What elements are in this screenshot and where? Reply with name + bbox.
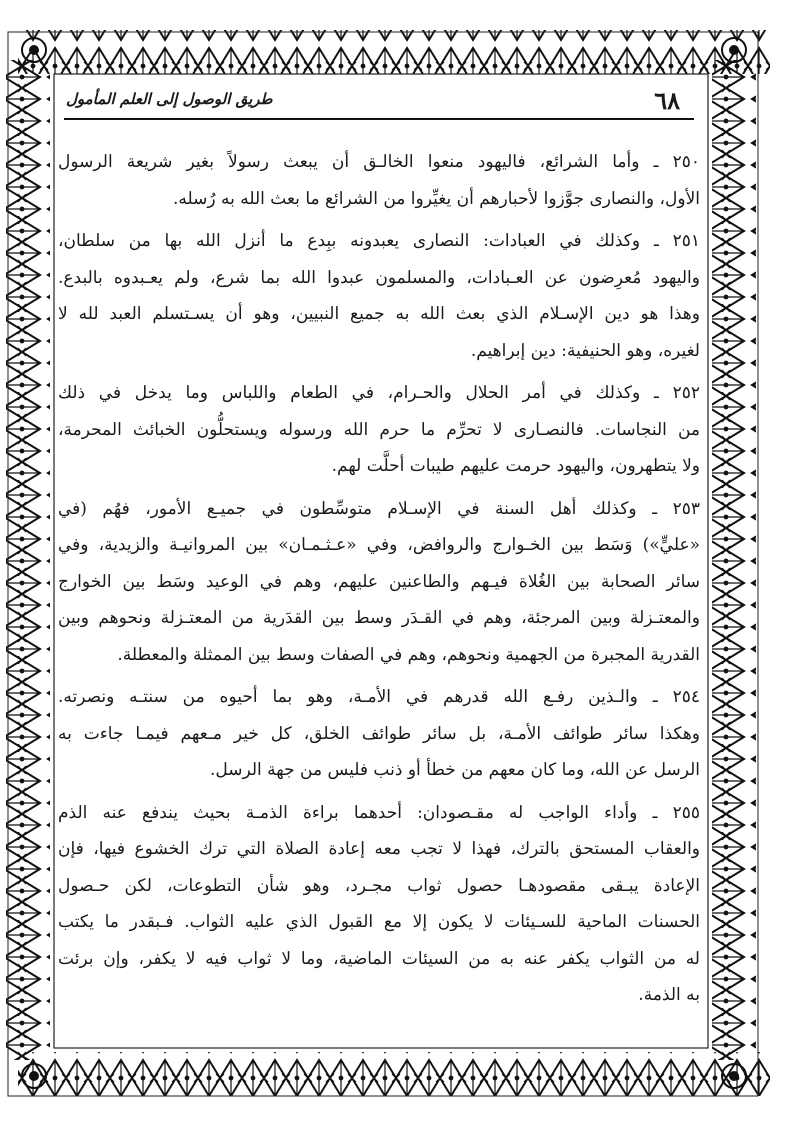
paragraph-255 [58,795,700,1014]
text-line: ٢٥١ ـ وكذلك في العبادات: النصارى يعبدونه ببِدع ما أنزل الله بها من سلطان، [58,231,701,251]
text-line: وهكذا سائر طوائف الأمـة، بل سائر طوائف الخلق، كل خير مـعهم فيمـا جاءت به [58,723,700,744]
paragraph-251 [58,223,700,369]
text-line: ٢٥٤ ـ والـذين رفـع الله قدرهم في الأمـة، وهو بما أحيوه من سنتـه ونصرته. [58,687,700,707]
paragraph-253 [58,491,700,674]
page-content [58,84,700,1044]
text-line: ٢٥٣ ـ وكذلك أهل السنة في الإسـلام متوسِّطون في جميـع الأمور، فهُم (في [58,498,700,519]
text-line: «عليٍّ») وَسَط بين الخـوارج والروافض، وفي «عـثـمـان» بين المروانيـة والزيدية، وفي [58,535,700,555]
text-line: لغيره، وهو الحنيفية: دين إبراهيم. [470,340,700,361]
text-line: والمعتـزلة وبين المرجئة، وهم في القـدَر وسط بين القدَرية من المعتـزلة ونحوهم وبين [58,608,700,628]
paragraph-250 [58,144,700,217]
text-line: والعقاب المستحق بالترك، فهذا لا تجب معه إعادة الصلاة التي ترك الخشوع فيها، فإن [58,839,700,859]
paragraph-254 [58,679,700,789]
page-number: ٦٨ [654,86,680,115]
text-line: الإعادة يبـقى مقصودهـا حصول ثواب مجـرد، وهو شأن التطوعات، لكن حـصول [58,875,700,896]
text-line: واليهود مُعرِضون عن العـبادات، والمسلمون عبدوا الله بما شرع، ولم يعـبدوه بالبدع. [58,267,700,288]
text-line: الحسنات الماحية للسـيئات لا يكون إلا مع القبول الذي عليه الثواب. فـبقدر ما يكتب [58,912,700,932]
body-text [58,144,700,1014]
text-line: سائر الصحابة بين الغُلاة فيـهم والطاعنين عليهم، وهم في الوعيد وسَط بين الخوارج [58,571,700,592]
text-line: ٢٥٥ ـ وأداء الواجب له مقـصودان: أحدهما براءة الذمـة بحيث يندفع عنه الذم [58,802,700,823]
text-line: وهذا هو دين الإسـلام الذي بعث الله به جميع النبيين، وهو أن يسـتسلم العبد لله لا [58,304,700,324]
text-line: الأول، والنصارى جوَّزوا لأحبارهم أن يغيِّروا من الشرائع ما بعث الله به رُسله. [172,188,700,209]
page-header [64,84,694,120]
text-line: له من الثواب يكفر عنه به من السيئات الماضية، وما لا ثواب فيه لا يكفر، وإن برئت [58,948,700,969]
text-line: به الذمة. [638,985,700,1005]
text-line: القدرية المجبرة من الجهمية ونحوهم، وهم في الصفات وسط بين الممثلة والمعطلة. [117,644,700,665]
text-line: الرسل عن الله، وما كان معهم من خطأ أو ذنب فليس من جهة الرسل. [209,760,700,780]
running-title: طريق الوصول إلى العلم المأمول [66,90,273,108]
text-line: ٢٥٢ ـ وكذلك في أمر الحلال والحـرام، في الطعام واللباس وما يدخل في ذلك [58,383,700,403]
text-line: من النجاسات. فالنصـارى لا تحرِّم ما حرم الله ورسوله ويستحلُّون الخبائث المحرمة، [58,419,700,440]
paragraph-252 [58,375,700,485]
text-line: ٢٥٠ ـ وأما الشرائع، فاليهود منعوا الخالـق أن يبعث رسولاً بغير شريعة الرسول [58,152,700,172]
text-line: ولا يتطهرون، واليهود حرمت عليهم طيبات أحلَّت لهم. [331,456,700,476]
